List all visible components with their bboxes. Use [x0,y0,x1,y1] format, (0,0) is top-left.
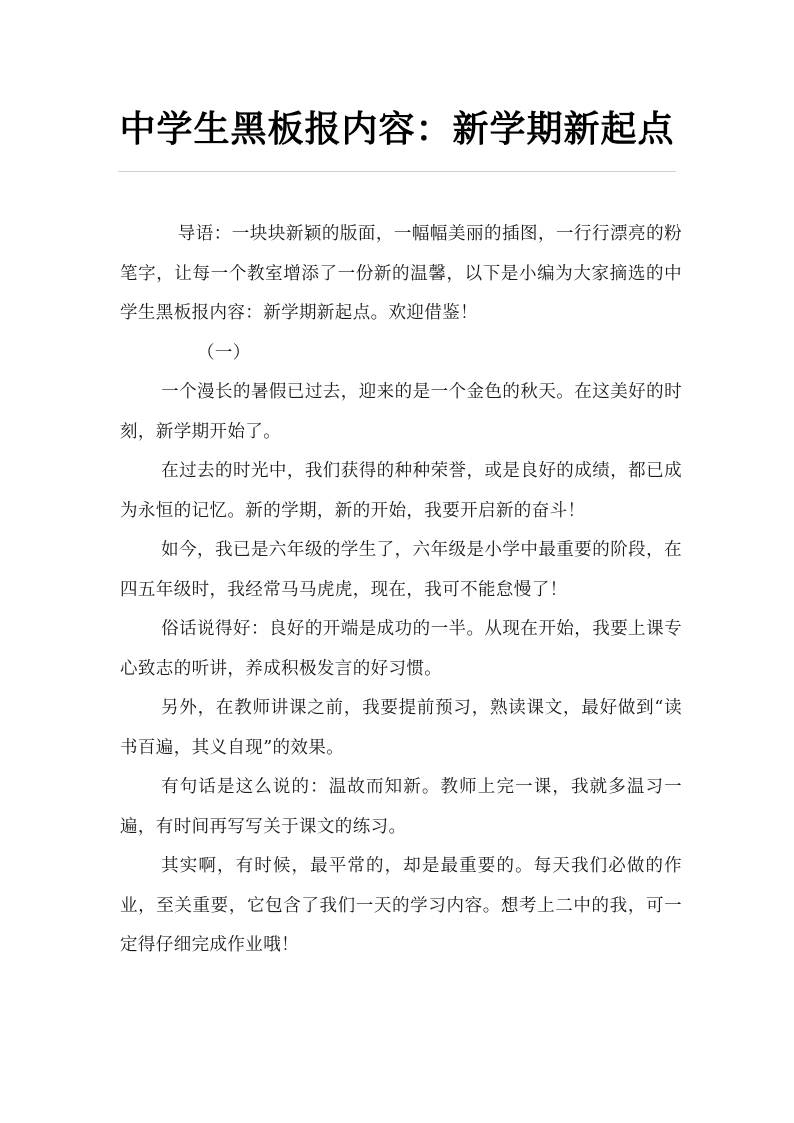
document-title: 中学生黑板报内容：新学期新起点 [119,109,675,150]
title-divider [118,171,676,172]
body-paragraph-6: 有句话是这么说的：温故而知新。教师上完一课，我就多温习一遍，有时间再写写关于课文的练习。 [120,777,682,837]
body-paragraph-2: 在过去的时光中，我们获得的种种荣誉，或是良好的成绩，都已成为永恒的记忆。新的学期，新的开始，我要开启新的奋斗！ [120,461,682,521]
intro-paragraph: 导语：一块块新颖的版面，一幅幅美丽的插图，一行行漂亮的粉笔字，让每一个教室增添了一份新的温馨，以下是小编为大家摘选的中学生黑板报内容：新学期新起点。欢迎借鉴！ [120,224,682,323]
section-heading: （一） [197,342,251,363]
body-paragraph-3: 如今，我已是六年级的学生了，六年级是小学中最重要的阶段，在四五年级时，我经常马马虎虎，现在，我可不能怠慢了！ [120,540,682,600]
body-paragraph-1: 一个漫长的暑假已过去，迎来的是一个金色的秋天。在这美好的时刻，新学期开始了。 [120,382,682,442]
body-paragraph-7: 其实啊，有时候，最平常的，却是最重要的。每天我们必做的作业，至关重要，它包含了我们一天的学习内容。想考上二中的我，可一定得仔细完成作业哦！ [120,856,682,955]
article-body [120,215,682,966]
body-paragraph-5: 另外，在教师讲课之前，我要提前预习，熟读课文，最好做到“读书百遍，其义自现”的效果。 [120,698,682,758]
body-paragraph-4: 俗话说得好：良好的开端是成功的一半。从现在开始，我要上课专心致志的听讲，养成积极发言的好习惯。 [120,619,682,679]
